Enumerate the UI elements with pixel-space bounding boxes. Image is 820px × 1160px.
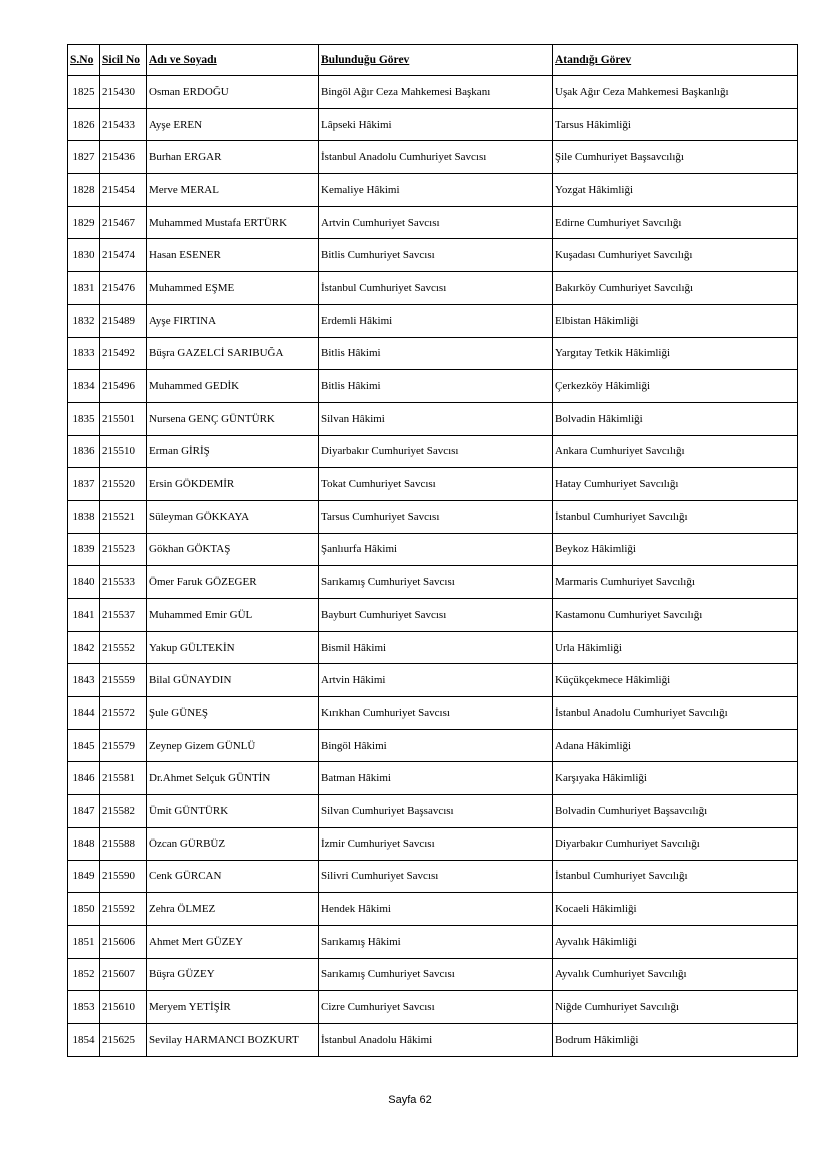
cell-sicil: 215474 <box>100 239 147 272</box>
cell-current-position: Silvan Hâkimi <box>319 402 553 435</box>
cell-current-position: Sarıkamış Cumhuriyet Savcısı <box>319 958 553 991</box>
cell-assigned-position: Ayvalık Hâkimliği <box>553 925 798 958</box>
cell-current-position: Bitlis Hâkimi <box>319 337 553 370</box>
cell-assigned-position: Bolvadin Cumhuriyet Başsavcılığı <box>553 795 798 828</box>
header-assigned-position: Atandığı Görev <box>553 45 798 76</box>
cell-current-position: Kemaliye Hâkimi <box>319 174 553 207</box>
cell-current-position: İzmir Cumhuriyet Savcısı <box>319 827 553 860</box>
cell-name: Ersin GÖKDEMİR <box>147 468 319 501</box>
header-sno: S.No <box>68 45 100 76</box>
header-sicil: Sicil No <box>100 45 147 76</box>
table-row <box>68 141 798 174</box>
cell-sno: 1834 <box>68 370 100 403</box>
cell-assigned-position: İstanbul Cumhuriyet Savcılığı <box>553 860 798 893</box>
cell-sicil: 215606 <box>100 925 147 958</box>
cell-sno: 1828 <box>68 174 100 207</box>
cell-sicil: 215552 <box>100 631 147 664</box>
cell-name: Ömer Faruk GÖZEGER <box>147 566 319 599</box>
cell-current-position: İstanbul Anadolu Hâkimi <box>319 1023 553 1056</box>
table-row <box>68 697 798 730</box>
table-row <box>68 795 798 828</box>
cell-name: Muhammed Emir GÜL <box>147 599 319 632</box>
cell-sicil: 215436 <box>100 141 147 174</box>
cell-sno: 1849 <box>68 860 100 893</box>
table-row <box>68 533 798 566</box>
cell-sno: 1848 <box>68 827 100 860</box>
table-row <box>68 272 798 305</box>
cell-sicil: 215592 <box>100 893 147 926</box>
cell-sicil: 215533 <box>100 566 147 599</box>
table-row <box>68 337 798 370</box>
cell-sno: 1835 <box>68 402 100 435</box>
cell-current-position: Sarıkamış Hâkimi <box>319 925 553 958</box>
cell-sicil: 215520 <box>100 468 147 501</box>
table-row <box>68 1023 798 1056</box>
cell-current-position: Lâpseki Hâkimi <box>319 108 553 141</box>
cell-name: Meryem YETİŞİR <box>147 991 319 1024</box>
cell-name: Bilal GÜNAYDIN <box>147 664 319 697</box>
cell-sicil: 215454 <box>100 174 147 207</box>
page-number: Sayfa 62 <box>388 1094 432 1106</box>
cell-sno: 1843 <box>68 664 100 697</box>
cell-name: Ümit GÜNTÜRK <box>147 795 319 828</box>
cell-assigned-position: Çerkezköy Hâkimliği <box>553 370 798 403</box>
cell-name: Şule GÜNEŞ <box>147 697 319 730</box>
cell-name: Büşra GAZELCİ SARIBUĞA <box>147 337 319 370</box>
cell-current-position: Cizre Cumhuriyet Savcısı <box>319 991 553 1024</box>
cell-current-position: Hendek Hâkimi <box>319 893 553 926</box>
cell-sno: 1847 <box>68 795 100 828</box>
cell-sno: 1837 <box>68 468 100 501</box>
cell-current-position: Silivri Cumhuriyet Savcısı <box>319 860 553 893</box>
cell-assigned-position: Marmaris Cumhuriyet Savcılığı <box>553 566 798 599</box>
cell-sno: 1850 <box>68 893 100 926</box>
header-current-position: Bulunduğu Görev <box>319 45 553 76</box>
cell-sicil: 215582 <box>100 795 147 828</box>
cell-sicil: 215510 <box>100 435 147 468</box>
table-row <box>68 76 798 109</box>
cell-name: Dr.Ahmet Selçuk GÜNTİN <box>147 762 319 795</box>
cell-name: Ahmet Mert GÜZEY <box>147 925 319 958</box>
cell-sicil: 215521 <box>100 500 147 533</box>
cell-current-position: Artvin Hâkimi <box>319 664 553 697</box>
cell-sicil: 215523 <box>100 533 147 566</box>
cell-sicil: 215610 <box>100 991 147 1024</box>
cell-sicil: 215625 <box>100 1023 147 1056</box>
cell-sicil: 215433 <box>100 108 147 141</box>
cell-current-position: Bayburt Cumhuriyet Savcısı <box>319 599 553 632</box>
table-row <box>68 991 798 1024</box>
cell-sno: 1838 <box>68 500 100 533</box>
table-row <box>68 174 798 207</box>
cell-sicil: 215492 <box>100 337 147 370</box>
cell-sicil: 215590 <box>100 860 147 893</box>
cell-assigned-position: Küçükçekmece Hâkimliği <box>553 664 798 697</box>
cell-sno: 1839 <box>68 533 100 566</box>
cell-current-position: Bitlis Hâkimi <box>319 370 553 403</box>
cell-name: Özcan GÜRBÜZ <box>147 827 319 860</box>
cell-name: Muhammed Mustafa ERTÜRK <box>147 206 319 239</box>
cell-sno: 1826 <box>68 108 100 141</box>
table-row <box>68 762 798 795</box>
cell-sno: 1845 <box>68 729 100 762</box>
table-row <box>68 402 798 435</box>
cell-sicil: 215496 <box>100 370 147 403</box>
cell-assigned-position: Elbistan Hâkimliği <box>553 304 798 337</box>
cell-sicil: 215501 <box>100 402 147 435</box>
cell-sno: 1853 <box>68 991 100 1024</box>
table-row <box>68 664 798 697</box>
cell-name: Zehra ÖLMEZ <box>147 893 319 926</box>
cell-sno: 1852 <box>68 958 100 991</box>
table-row <box>68 108 798 141</box>
table-row <box>68 239 798 272</box>
cell-current-position: Sarıkamış Cumhuriyet Savcısı <box>319 566 553 599</box>
cell-assigned-position: Adana Hâkimliği <box>553 729 798 762</box>
cell-sicil: 215430 <box>100 76 147 109</box>
table-row <box>68 566 798 599</box>
table-row <box>68 304 798 337</box>
cell-sno: 1831 <box>68 272 100 305</box>
cell-name: Merve MERAL <box>147 174 319 207</box>
cell-current-position: Kırıkhan Cumhuriyet Savcısı <box>319 697 553 730</box>
cell-name: Muhammed EŞME <box>147 272 319 305</box>
cell-current-position: Erdemli Hâkimi <box>319 304 553 337</box>
table-row <box>68 435 798 468</box>
cell-assigned-position: İstanbul Cumhuriyet Savcılığı <box>553 500 798 533</box>
cell-assigned-position: İstanbul Anadolu Cumhuriyet Savcılığı <box>553 697 798 730</box>
table-row <box>68 893 798 926</box>
cell-name: Cenk GÜRCAN <box>147 860 319 893</box>
cell-name: Muhammed GEDİK <box>147 370 319 403</box>
cell-current-position: Bitlis Cumhuriyet Savcısı <box>319 239 553 272</box>
cell-name: Ayşe EREN <box>147 108 319 141</box>
cell-sno: 1842 <box>68 631 100 664</box>
table-row <box>68 599 798 632</box>
cell-current-position: Bingöl Hâkimi <box>319 729 553 762</box>
cell-assigned-position: Bolvadin Hâkimliği <box>553 402 798 435</box>
cell-assigned-position: Hatay Cumhuriyet Savcılığı <box>553 468 798 501</box>
cell-assigned-position: Ayvalık Cumhuriyet Savcılığı <box>553 958 798 991</box>
table-row <box>68 206 798 239</box>
cell-assigned-position: Bakırköy Cumhuriyet Savcılığı <box>553 272 798 305</box>
cell-current-position: İstanbul Anadolu Cumhuriyet Savcısı <box>319 141 553 174</box>
cell-assigned-position: Ankara Cumhuriyet Savcılığı <box>553 435 798 468</box>
cell-sicil: 215607 <box>100 958 147 991</box>
cell-sicil: 215581 <box>100 762 147 795</box>
cell-current-position: İstanbul Cumhuriyet Savcısı <box>319 272 553 305</box>
table-row <box>68 958 798 991</box>
table-row <box>68 370 798 403</box>
cell-assigned-position: Beykoz Hâkimliği <box>553 533 798 566</box>
cell-sno: 1851 <box>68 925 100 958</box>
cell-assigned-position: Kuşadası Cumhuriyet Savcılığı <box>553 239 798 272</box>
cell-name: Ayşe FIRTINA <box>147 304 319 337</box>
table-row <box>68 860 798 893</box>
cell-current-position: Şanlıurfa Hâkimi <box>319 533 553 566</box>
cell-sicil: 215537 <box>100 599 147 632</box>
cell-assigned-position: Yozgat Hâkimliği <box>553 174 798 207</box>
cell-assigned-position: Diyarbakır Cumhuriyet Savcılığı <box>553 827 798 860</box>
cell-sno: 1854 <box>68 1023 100 1056</box>
cell-current-position: Diyarbakır Cumhuriyet Savcısı <box>319 435 553 468</box>
cell-assigned-position: Urla Hâkimliği <box>553 631 798 664</box>
table-row <box>68 925 798 958</box>
table-row <box>68 729 798 762</box>
cell-assigned-position: Şile Cumhuriyet Başsavcılığı <box>553 141 798 174</box>
cell-sno: 1827 <box>68 141 100 174</box>
cell-assigned-position: Edirne Cumhuriyet Savcılığı <box>553 206 798 239</box>
cell-sno: 1829 <box>68 206 100 239</box>
cell-name: Gökhan GÖKTAŞ <box>147 533 319 566</box>
cell-current-position: Batman Hâkimi <box>319 762 553 795</box>
cell-name: Yakup GÜLTEKİN <box>147 631 319 664</box>
cell-name: Zeynep Gizem GÜNLÜ <box>147 729 319 762</box>
cell-sicil: 215588 <box>100 827 147 860</box>
cell-name: Erman GİRİŞ <box>147 435 319 468</box>
cell-current-position: Silvan Cumhuriyet Başsavcısı <box>319 795 553 828</box>
cell-sicil: 215489 <box>100 304 147 337</box>
cell-name: Sevilay HARMANCI BOZKURT <box>147 1023 319 1056</box>
cell-sno: 1832 <box>68 304 100 337</box>
cell-name: Burhan ERGAR <box>147 141 319 174</box>
cell-assigned-position: Kocaeli Hâkimliği <box>553 893 798 926</box>
cell-assigned-position: Uşak Ağır Ceza Mahkemesi Başkanlığı <box>553 76 798 109</box>
cell-sno: 1833 <box>68 337 100 370</box>
table-row <box>68 500 798 533</box>
cell-sicil: 215579 <box>100 729 147 762</box>
cell-current-position: Bingöl Ağır Ceza Mahkemesi Başkanı <box>319 76 553 109</box>
cell-current-position: Bismil Hâkimi <box>319 631 553 664</box>
cell-name: Hasan ESENER <box>147 239 319 272</box>
cell-current-position: Tarsus Cumhuriyet Savcısı <box>319 500 553 533</box>
cell-sno: 1836 <box>68 435 100 468</box>
cell-sno: 1846 <box>68 762 100 795</box>
appointments-table <box>67 44 798 1057</box>
table-row <box>68 827 798 860</box>
cell-assigned-position: Karşıyaka Hâkimliği <box>553 762 798 795</box>
cell-current-position: Tokat Cumhuriyet Savcısı <box>319 468 553 501</box>
cell-sno: 1844 <box>68 697 100 730</box>
cell-assigned-position: Niğde Cumhuriyet Savcılığı <box>553 991 798 1024</box>
cell-sicil: 215476 <box>100 272 147 305</box>
cell-sicil: 215467 <box>100 206 147 239</box>
cell-current-position: Artvin Cumhuriyet Savcısı <box>319 206 553 239</box>
cell-name: Osman ERDOĞU <box>147 76 319 109</box>
table-row <box>68 631 798 664</box>
table-row <box>68 468 798 501</box>
cell-name: Süleyman GÖKKAYA <box>147 500 319 533</box>
cell-sicil: 215572 <box>100 697 147 730</box>
cell-name: Büşra GÜZEY <box>147 958 319 991</box>
cell-sicil: 215559 <box>100 664 147 697</box>
cell-assigned-position: Kastamonu Cumhuriyet Savcılığı <box>553 599 798 632</box>
cell-assigned-position: Yargıtay Tetkik Hâkimliği <box>553 337 798 370</box>
header-name: Adı ve Soyadı <box>147 45 319 76</box>
cell-sno: 1840 <box>68 566 100 599</box>
header-row <box>68 45 798 76</box>
cell-name: Nursena GENÇ GÜNTÜRK <box>147 402 319 435</box>
cell-sno: 1841 <box>68 599 100 632</box>
cell-assigned-position: Bodrum Hâkimliği <box>553 1023 798 1056</box>
cell-sno: 1830 <box>68 239 100 272</box>
cell-sno: 1825 <box>68 76 100 109</box>
cell-assigned-position: Tarsus Hâkimliği <box>553 108 798 141</box>
